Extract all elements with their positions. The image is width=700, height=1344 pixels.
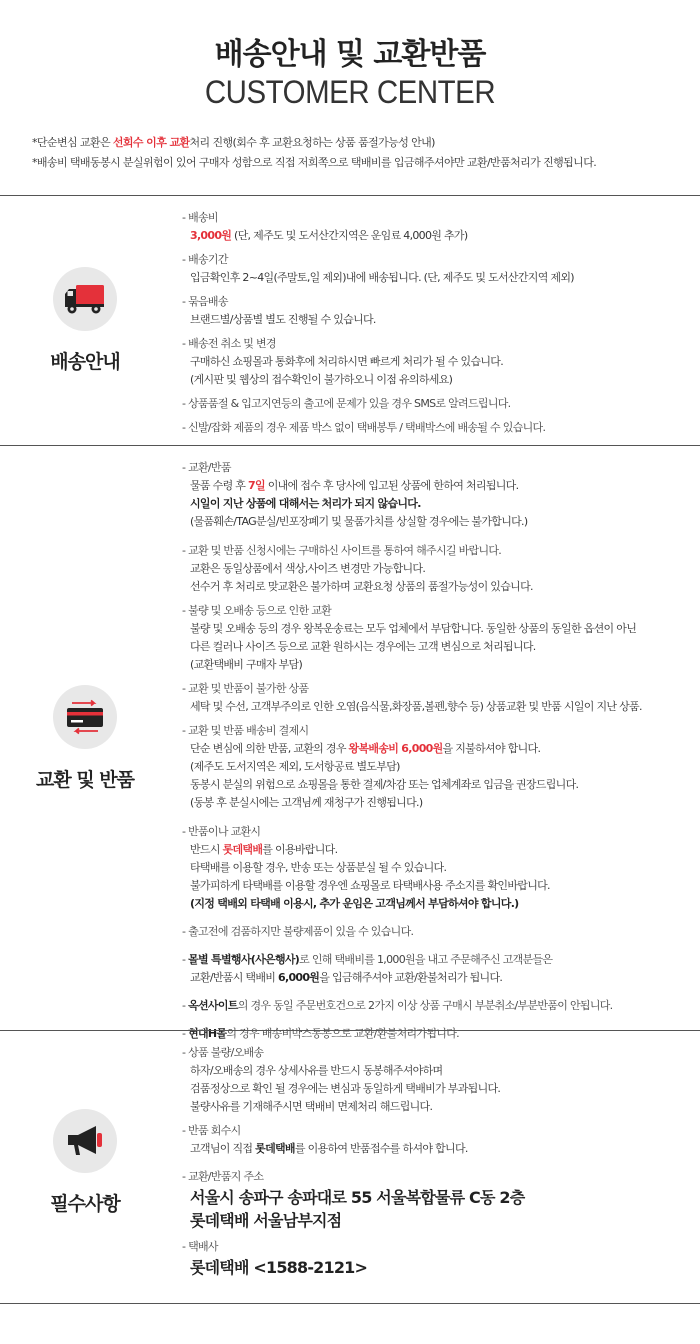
list-item: - 배송기간 입금확인후 2~4일(주말토,일 제외)내에 배송됩니다. (단, 제주도 및 도서산간지역 제외) <box>182 253 574 284</box>
notice-line-1: *단순변심 교환은 선회수 이후 교환처리 진행(회수 후 교환요청하는 상품 품절가능성 안내) <box>32 136 435 149</box>
page-title: 배송안내 및 교환반품 <box>214 37 486 72</box>
exchange-title: 교환 및 반품 <box>36 768 134 791</box>
list-item: - 상품 불량/오배송 하자/오배송의 경우 상세사유를 반드시 동봉해주셔야하며 검품정상으로 확인 될 경우에는 변심과 동일하게 택배비가 부과됩니다. 불량사유를 기재해주시면 택배비 면제처리 해드립니다. <box>182 1046 501 1113</box>
list-item: - 신발/잡화 제품의 경우 제품 박스 없이 택배봉투 / 택배박스에 배송될 수 있습니다. <box>182 421 546 434</box>
list-item: - 교환/반품지 주소 서울시 송파구 송파대로 55 서울복합물류 C동 2층 롯데택배 서울남부지점 <box>182 1168 700 1232</box>
carrier-name: 롯데택배 <1588-2121> <box>190 1258 368 1277</box>
list-item: - 배송전 취소 및 변경 구매하신 쇼핑몰과 통화후에 처리하시면 빠르게 처리가 될 수 있습니다. (게시판 및 웹상의 접수확인이 불가하오니 이점 유의하세요) <box>182 337 504 386</box>
required-icon-circle <box>53 1109 117 1173</box>
credit-card-icon <box>64 699 106 735</box>
list-item: - 교환 및 반품이 불가한 상품 세탁 및 수선, 고객부주의로 인한 오염(음식물,화장품,볼펜,향수 등) 상품교환 및 반품 시일이 지난 상품. <box>182 682 642 713</box>
page-header <box>0 0 700 115</box>
notice-line-2: *배송비 택배동봉시 분실위험이 있어 구매자 성함으로 직접 저희쪽으로 택배비를 입금해주셔야만 교환/반품처리가 진행됩니다. <box>32 156 597 169</box>
list-item: - 반품 회수시 고객님이 직접 롯데택배를 이용하여 반품접수를 하셔야 합니다. <box>182 1124 468 1155</box>
required-title: 필수사항 <box>50 1192 120 1215</box>
exchange-label-block <box>0 446 170 1030</box>
list-item: - 현대H몰의 경우 배송비박스동봉으로 교환/환불처리가됩니다. <box>182 1027 459 1040</box>
exchange-section <box>0 445 700 1040</box>
required-label-block <box>0 1031 170 1293</box>
exchange-icon-circle <box>53 685 117 749</box>
shipping-icon-circle <box>53 267 117 331</box>
list-item: - 불량 및 오배송 등으로 인한 교환 불량 및 오배송 등의 경우 왕복운송료는 모두 업체에서 부담합니다. 동일한 상품의 동일한 옵션이 아닌 다른 컬러나 사이즈 등으로 교환 원하시는 경우에는 고객 변심으로 처리됩니다. (교환택배비 구매자 부담) <box>182 604 637 671</box>
required-body <box>182 1031 700 1279</box>
megaphone-icon <box>64 1123 106 1159</box>
list-item: - 반품이나 교환시 반드시 롯데택배를 이용바랍니다. 타택배를 이용할 경우, 반송 또는 상품분실 될 수 있습니다. 불가피하게 타택배를 이용할 경우엔 쇼핑몰로 타택배사용 주소지를 확인바랍니다. (지정 택배외 타택배 이용시, 추가 운임은 고객님께서 부담하셔야 합니다.) <box>182 825 550 910</box>
list-item: - 옥션사이트의 경우 동일 주문번호건으로 2가지 이상 상품 구매시 부분취소/부분반품이 안됩니다. <box>182 999 613 1012</box>
list-item: - 교환/반품 물품 수령 후 7일 이내에 접수 후 당사에 입고된 상품에 한하여 처리됩니다. 시일이 지난 상품에 대해서는 처리가 되지 않습니다. (물품훼손/TAG분실/빈포장폐기 및 물품가치를 상실할 경우에는 불가합니다.) <box>182 461 528 528</box>
required-section <box>0 1030 700 1293</box>
return-address: 서울시 송파구 송파대로 55 서울복합물류 C동 2층 <box>190 1188 525 1207</box>
list-item: - 택배사 롯데택배 <1588-2121> <box>182 1238 700 1279</box>
notice-block <box>0 115 700 195</box>
list-item: - 배송비 3,000원 (단, 제주도 및 도서산간지역은 운임료 4,000원 추가) <box>182 211 468 242</box>
shipping-title: 배송안내 <box>50 351 120 373</box>
page-subtitle: CUSTOMER CENTER <box>204 74 496 110</box>
list-item: - 출고전에 검품하지만 불량제품이 있을 수 있습니다. <box>182 925 414 938</box>
exchange-body <box>182 446 700 1043</box>
list-item: - 교환 및 반품 신청시에는 구매하신 사이트를 통하여 해주시길 바랍니다. 교환은 동일상품에서 색상,사이즈 변경만 가능합니다. 선수거 후 처리로 맞교환은 불가하며 교환요청 상품의 품절가능성이 있습니다. <box>182 544 533 593</box>
list-item: - 묶음배송 브랜드별/상품별 별도 진행될 수 있습니다. <box>182 295 376 326</box>
shipping-label-block <box>0 196 170 445</box>
bottom-divider <box>0 1303 700 1304</box>
return-branch: 롯데택배 서울남부지점 <box>190 1211 342 1230</box>
truck-icon <box>62 282 108 316</box>
list-item: - 몰별 특별행사(사은행사)로 인해 택배비를 1,000원을 내고 주문해주신 고객분들은 교환/반품시 택배비 6,000원을 입금해주셔야 교환/환불처리가 됩니다. <box>182 953 553 984</box>
shipping-section <box>0 195 700 445</box>
list-item: - 상품품절 & 입고지연등의 출고에 문제가 있을 경우 SMS로 알려드립니다. <box>182 397 511 410</box>
list-item: - 교환 및 반품 배송비 결제시 단순 변심에 의한 반품, 교환의 경우 왕복배송비 6,000원을 지불하셔야 합니다. (제주도 도서지역은 제외, 도서항공료 별도부담) 동봉시 분실의 위험으로 쇼핑몰을 통한 결제/차감 또는 업체계좌로 입금을 권장드립니다. (동봉 후 분실시에는 고객님께 재청구가 진행됩니다.) <box>182 724 579 809</box>
shipping-body <box>182 196 700 437</box>
